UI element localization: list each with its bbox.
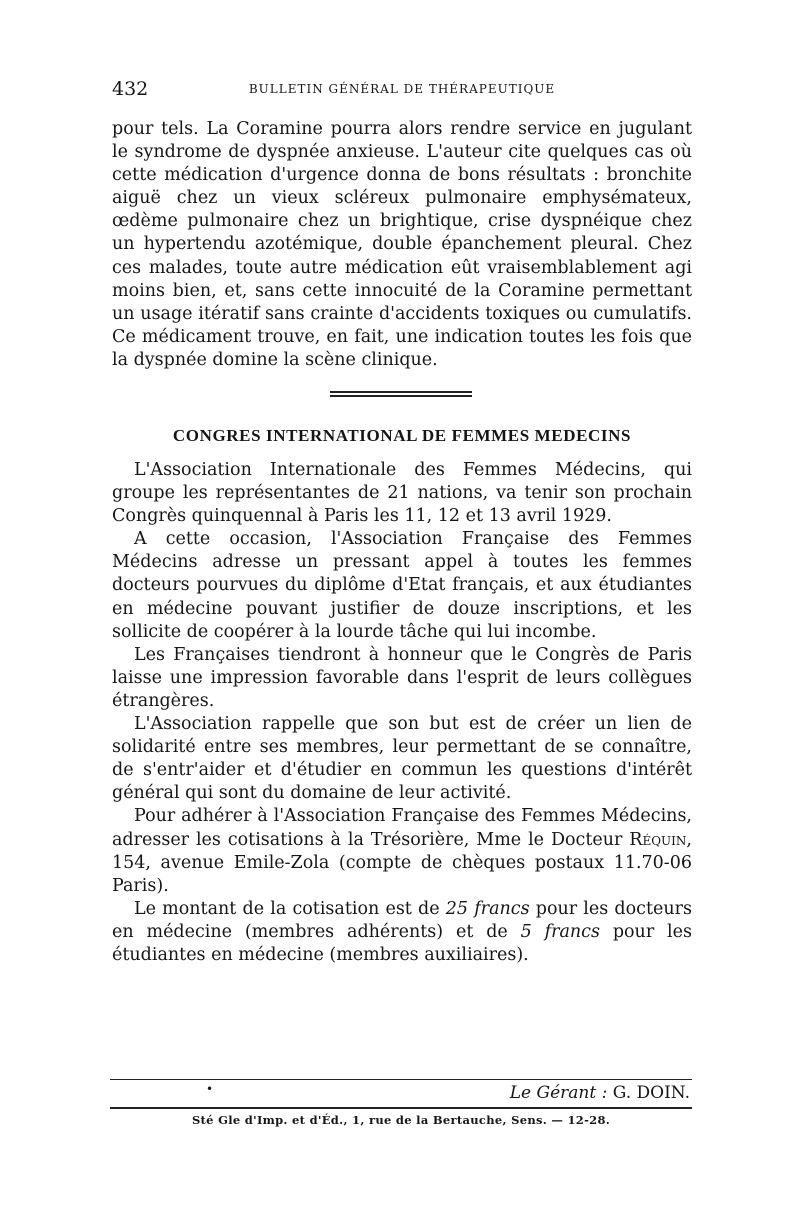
paragraph-5 xyxy=(112,805,692,897)
footer-rule-top xyxy=(110,1079,692,1080)
article-body xyxy=(112,459,692,967)
running-title: BULLETIN GÉNÉRAL DE THÉRAPEUTIQUE xyxy=(248,82,556,96)
printer-imprint: Sté Gle d'Imp. et d'Éd., 1, rue de la Bertauche, Sens. — 12-28. xyxy=(191,1113,611,1127)
intro-paragraph-block xyxy=(112,118,692,372)
page-header xyxy=(112,78,692,100)
paragraph-6-b: pour les docteurs en médecine (membres adhérents) et de xyxy=(112,898,692,942)
treasurer-name: Réquin xyxy=(629,829,687,850)
section-divider xyxy=(330,391,472,397)
paragraph-6-a: Le montant de la cotisation est de xyxy=(134,898,440,919)
intro-paragraph: pour tels. La Coramine pourra alors rendre service en jugulant le syndrome de dyspnée anxieuse. L'auteur cite quelques cas où cette médication d'urgence donna de bons résultats : bronchite aiguë chez un vieux scléreux pulmonaire emphysémateux, œdème pulmonaire chez un brightique, crise dyspnéique chez un hypertendu azotémique, double épanchement pleural. Chez ces malades, toute autre médication eût vraisemblablement agi moins bien, et, sans cette innocuité de la Coramine permettant un usage itératif sans crainte d'accidents toxiques ou cumulatifs. Ce médicament trouve, en fait, une indication toutes les fois que la dyspnée domine la scène clinique. xyxy=(112,119,692,370)
paragraph-6-c: pour les étudiantes en médecine (membres auxiliaires). xyxy=(112,921,692,965)
paragraph-6 xyxy=(112,898,692,967)
paragraph-5-end: , 154, avenue Emile-Zola (compte de chèques postaux 11.70-06 Paris). xyxy=(112,829,692,896)
paragraph-5-start: Pour adhérer à l'Association Française des Femmes Médecins, adresser les cotisations à la Trésorière, Mme le Docteur xyxy=(112,806,692,850)
footer-dot: • xyxy=(206,1082,214,1096)
section-heading: CONGRES INTERNATIONAL DE FEMMES MEDECINS xyxy=(172,426,632,445)
fee-doctors: 25 francs xyxy=(445,898,530,919)
gerant-line xyxy=(510,1083,690,1103)
paragraph-2: A cette occasion, l'Association Française des Femmes Médecins adresse un pressant appel à toutes les femmes docteurs pourvues du diplôme d'Etat français, et aux étudiantes en médecine pouvant justifier de douze inscriptions, et les sollicite de coopérer à la lourde tâche qui lui incombe. xyxy=(112,529,692,642)
paragraph-3: Les Françaises tiendront à honneur que le Congrès de Paris laisse une impression favorable dans l'esprit de leurs collègues étrangères. xyxy=(112,644,692,711)
footer-rule-bottom xyxy=(110,1107,692,1109)
paragraph-1: L'Association Internationale des Femmes Médecins, qui groupe les représentantes de 21 nations, va tenir son prochain Congrès quinquennal à Paris les 11, 12 et 13 avril 1929. xyxy=(112,460,692,527)
gerant-label: Le Gérant : xyxy=(509,1083,608,1103)
gerant-name: G. DOIN. xyxy=(612,1083,690,1103)
fee-students: 5 francs xyxy=(520,921,600,942)
paragraph-4: L'Association rappelle que son but est de créer un lien de solidarité entre ses membres, leur permettant de se connaître, de s'entr'aider et d'étudier en commun les questions d'intérêt général qui sont du domaine de leur activité. xyxy=(112,714,692,804)
page-number: 432 xyxy=(112,78,149,100)
